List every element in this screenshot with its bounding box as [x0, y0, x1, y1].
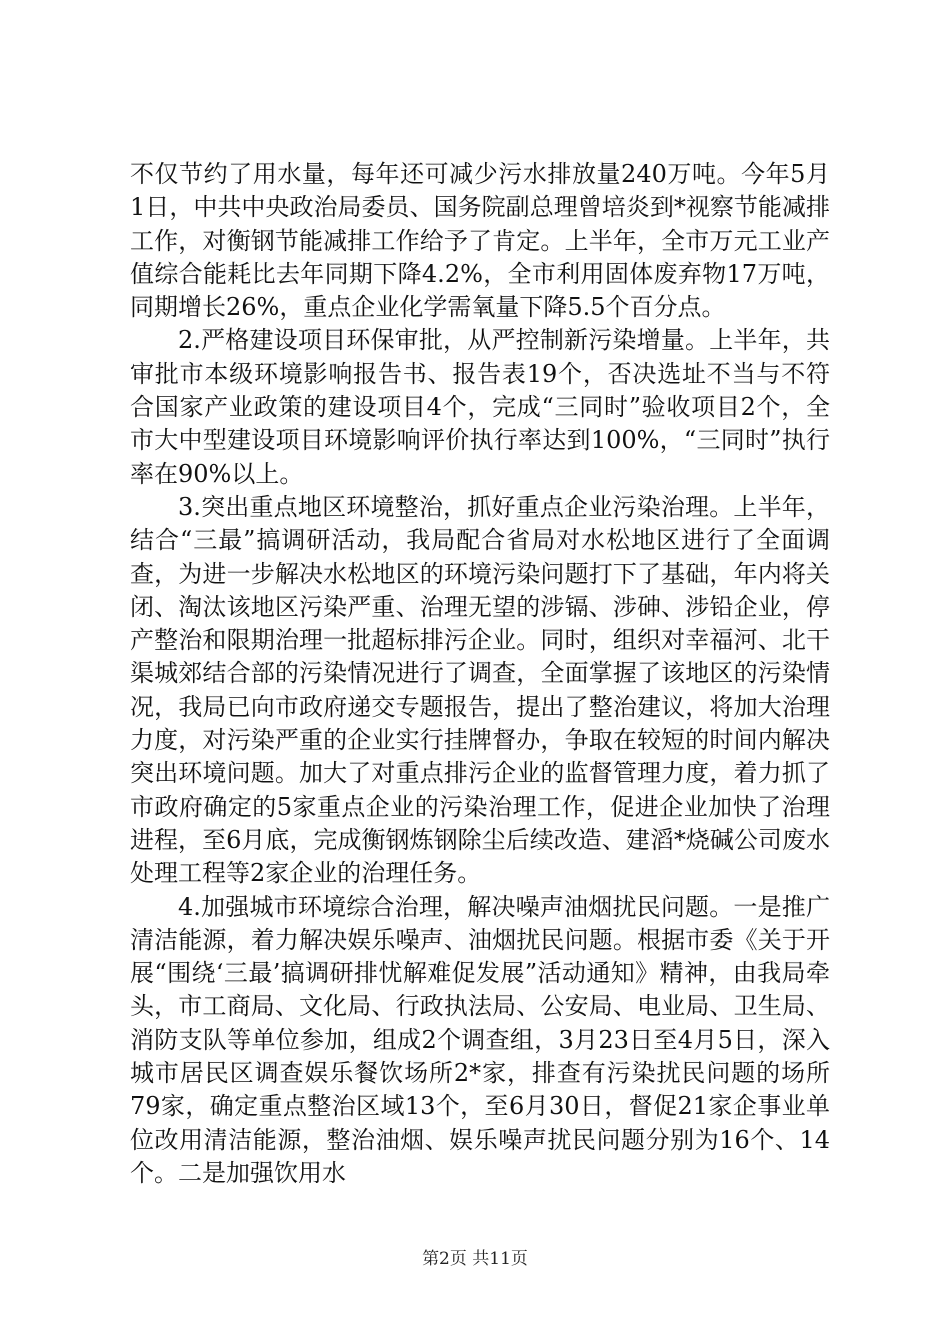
- paragraph-continuation: 不仅节约了用水量，每年还可减少污水排放量240万吨。今年5月1日，中共中央政治局委员、国务院副总理曾培炎到*视察节能减排工作，对衡钢节能减排工作给予了肯定。上半年，全市万元工业产值综合能耗比去年同期下降4.2%，全市利用固体废弃物17万吨，同期增长26%，重点企业化学需氧量下降5.5个百分点。: [130, 160, 830, 322]
- paragraph-item-3: 3.突出重点地区环境整治，抓好重点企业污染治理。上半年，结合“三最”搞调研活动，我局配合省局对水松地区进行了全面调查，为进一步解决水松地区的环境污染问题打下了基础，年内将关闭、淘汰该地区污染严重、治理无望的涉镉、涉砷、涉铅企业，停产整治和限期治理一批超标排污企业。同时，组织对幸福河、北干渠城郊结合部的污染情况进行了调查，全面掌握了该地区的污染情况，我局已向市政府递交专题报告，提出了整治建议，将加大治理力度，对污染严重的企业实行挂牌督办，争取在较短的时间内解决突出环境问题。加大了对重点排污企业的监督管理力度，着力抓了市政府确定的5家重点企业的污染治理工作，促进企业加快了治理进程，至6月底，完成衡钢炼钢除尘后续改造、建滔*烧碱公司废水处理工程等2家企业的治理任务。: [130, 492, 830, 888]
- body-text: [130, 158, 830, 1190]
- paragraph-item-2: 2.严格建设项目环保审批，从严控制新污染增量。上半年，共审批市本级环境影响报告书、报告表19个，否决选址不当与不符合国家产业政策的建设项目4个，完成“三同时”验收项目2个，全市大中型建设项目环境影响评价执行率达到100%，“三同时”执行率在90%以上。: [130, 326, 830, 488]
- paragraph-item-4: 4.加强城市环境综合治理，解决噪声油烟扰民问题。一是推广清洁能源，着力解决娱乐噪声、油烟扰民问题。根据市委《关于开展“围绕‘三最’搞调研排忧解难促发展”活动通知》精神，由我局牵头，市工商局、文化局、行政执法局、公安局、电业局、卫生局、消防支队等单位参加，组成2个调查组，3月23日至4月5日，深入城市居民区调查娱乐餐饮场所2*家，排查有污染扰民问题的场所79家，确定重点整治区域13个，至6月30日，督促21家企事业单位改用清洁能源，整治油烟、娱乐噪声扰民问题分别为16个、14个。二是加强饮用水: [130, 892, 830, 1187]
- page-number-footer: 第2页 共11页: [422, 1249, 528, 1269]
